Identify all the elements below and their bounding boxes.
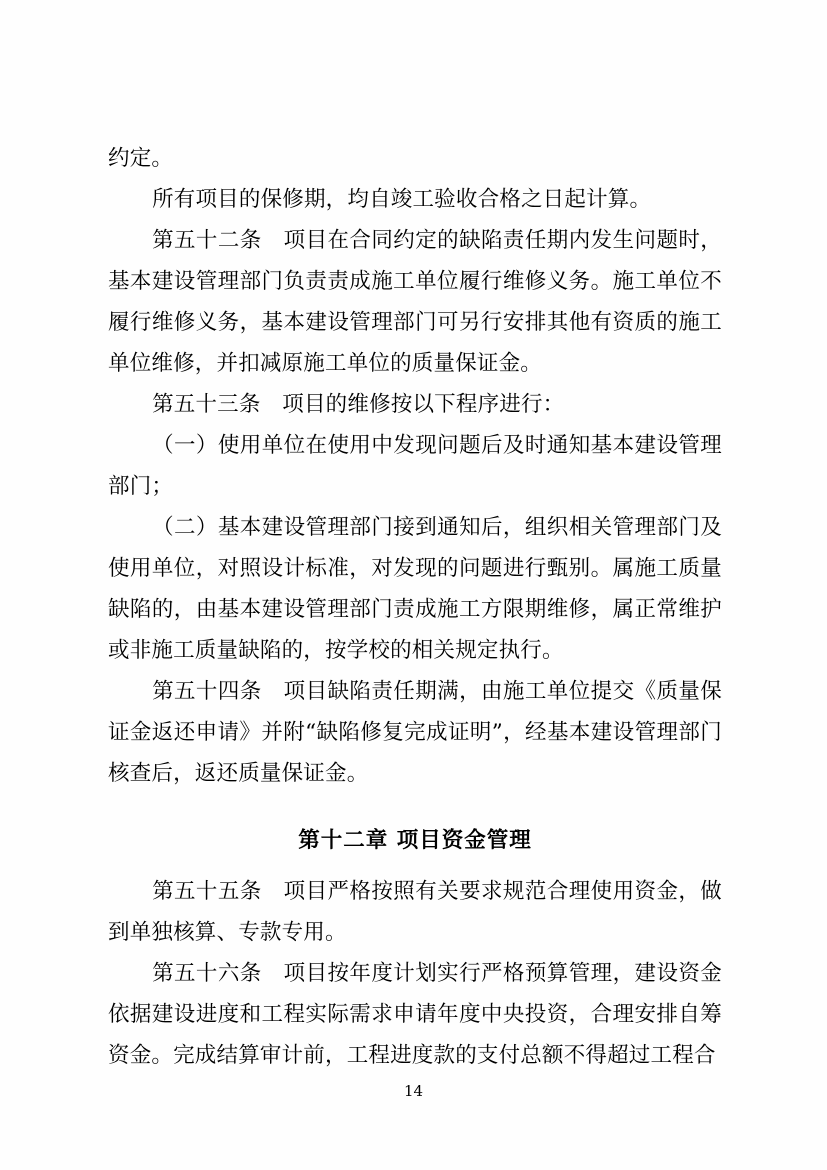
paragraph-article-53: 第五十三条 项目的维修按以下程序进行： — [152, 392, 565, 417]
paragraph-continuation: 约定。 — [108, 146, 174, 171]
page-number: 14 — [403, 1082, 424, 1100]
paragraph-article-52: 第五十二条 项目在合同约定的缺陷责任期内发生问题时，基本建设管理部门负责责成施工单位履行维修义务。施工单位不履行维修义务，基本建设管理部门可另行安排其他有资质的施工单位维修，并扣减原施工单位的质量保证金。 — [108, 228, 722, 376]
paragraph-article-56: 第五十六条 项目按年度计划实行严格预算管理，建设资金依据建设进度和工程实际需求申请年度中央投资，合理安排自筹资金。完成结算审计前，工程进度款的支付总额不得超过工程合 — [108, 961, 722, 1068]
paragraph-article-54: 第五十四条 项目缺陷责任期满，由施工单位提交《质量保证金返还申请》并附“缺陷修复完成证明”，经基本建设管理部门核查后，返还质量保证金。 — [108, 679, 722, 786]
paragraph-article-55: 第五十五条 项目严格按照有关要求规范合理使用资金，做到单独核算、专款专用。 — [108, 879, 722, 945]
paragraph-item-2: （二）基本建设管理部门接到通知后，组织相关管理部门及使用单位，对照设计标准，对发现的问题进行甄别。属施工质量缺陷的，由基本建设管理部门责成施工方限期维修，属正常维护或非施工质量缺陷的，按学校的相关规定执行。 — [108, 515, 722, 663]
page-body — [108, 138, 722, 1076]
chapter-heading: 第十二章 项目资金管理 — [298, 828, 532, 853]
spacer — [108, 794, 722, 808]
paragraph-item-1: （一）使用单位在使用中发现问题后及时通知基本建设管理部门； — [108, 433, 722, 499]
paragraph-warranty-period: 所有项目的保修期，均自竣工验收合格之日起计算。 — [152, 187, 652, 212]
